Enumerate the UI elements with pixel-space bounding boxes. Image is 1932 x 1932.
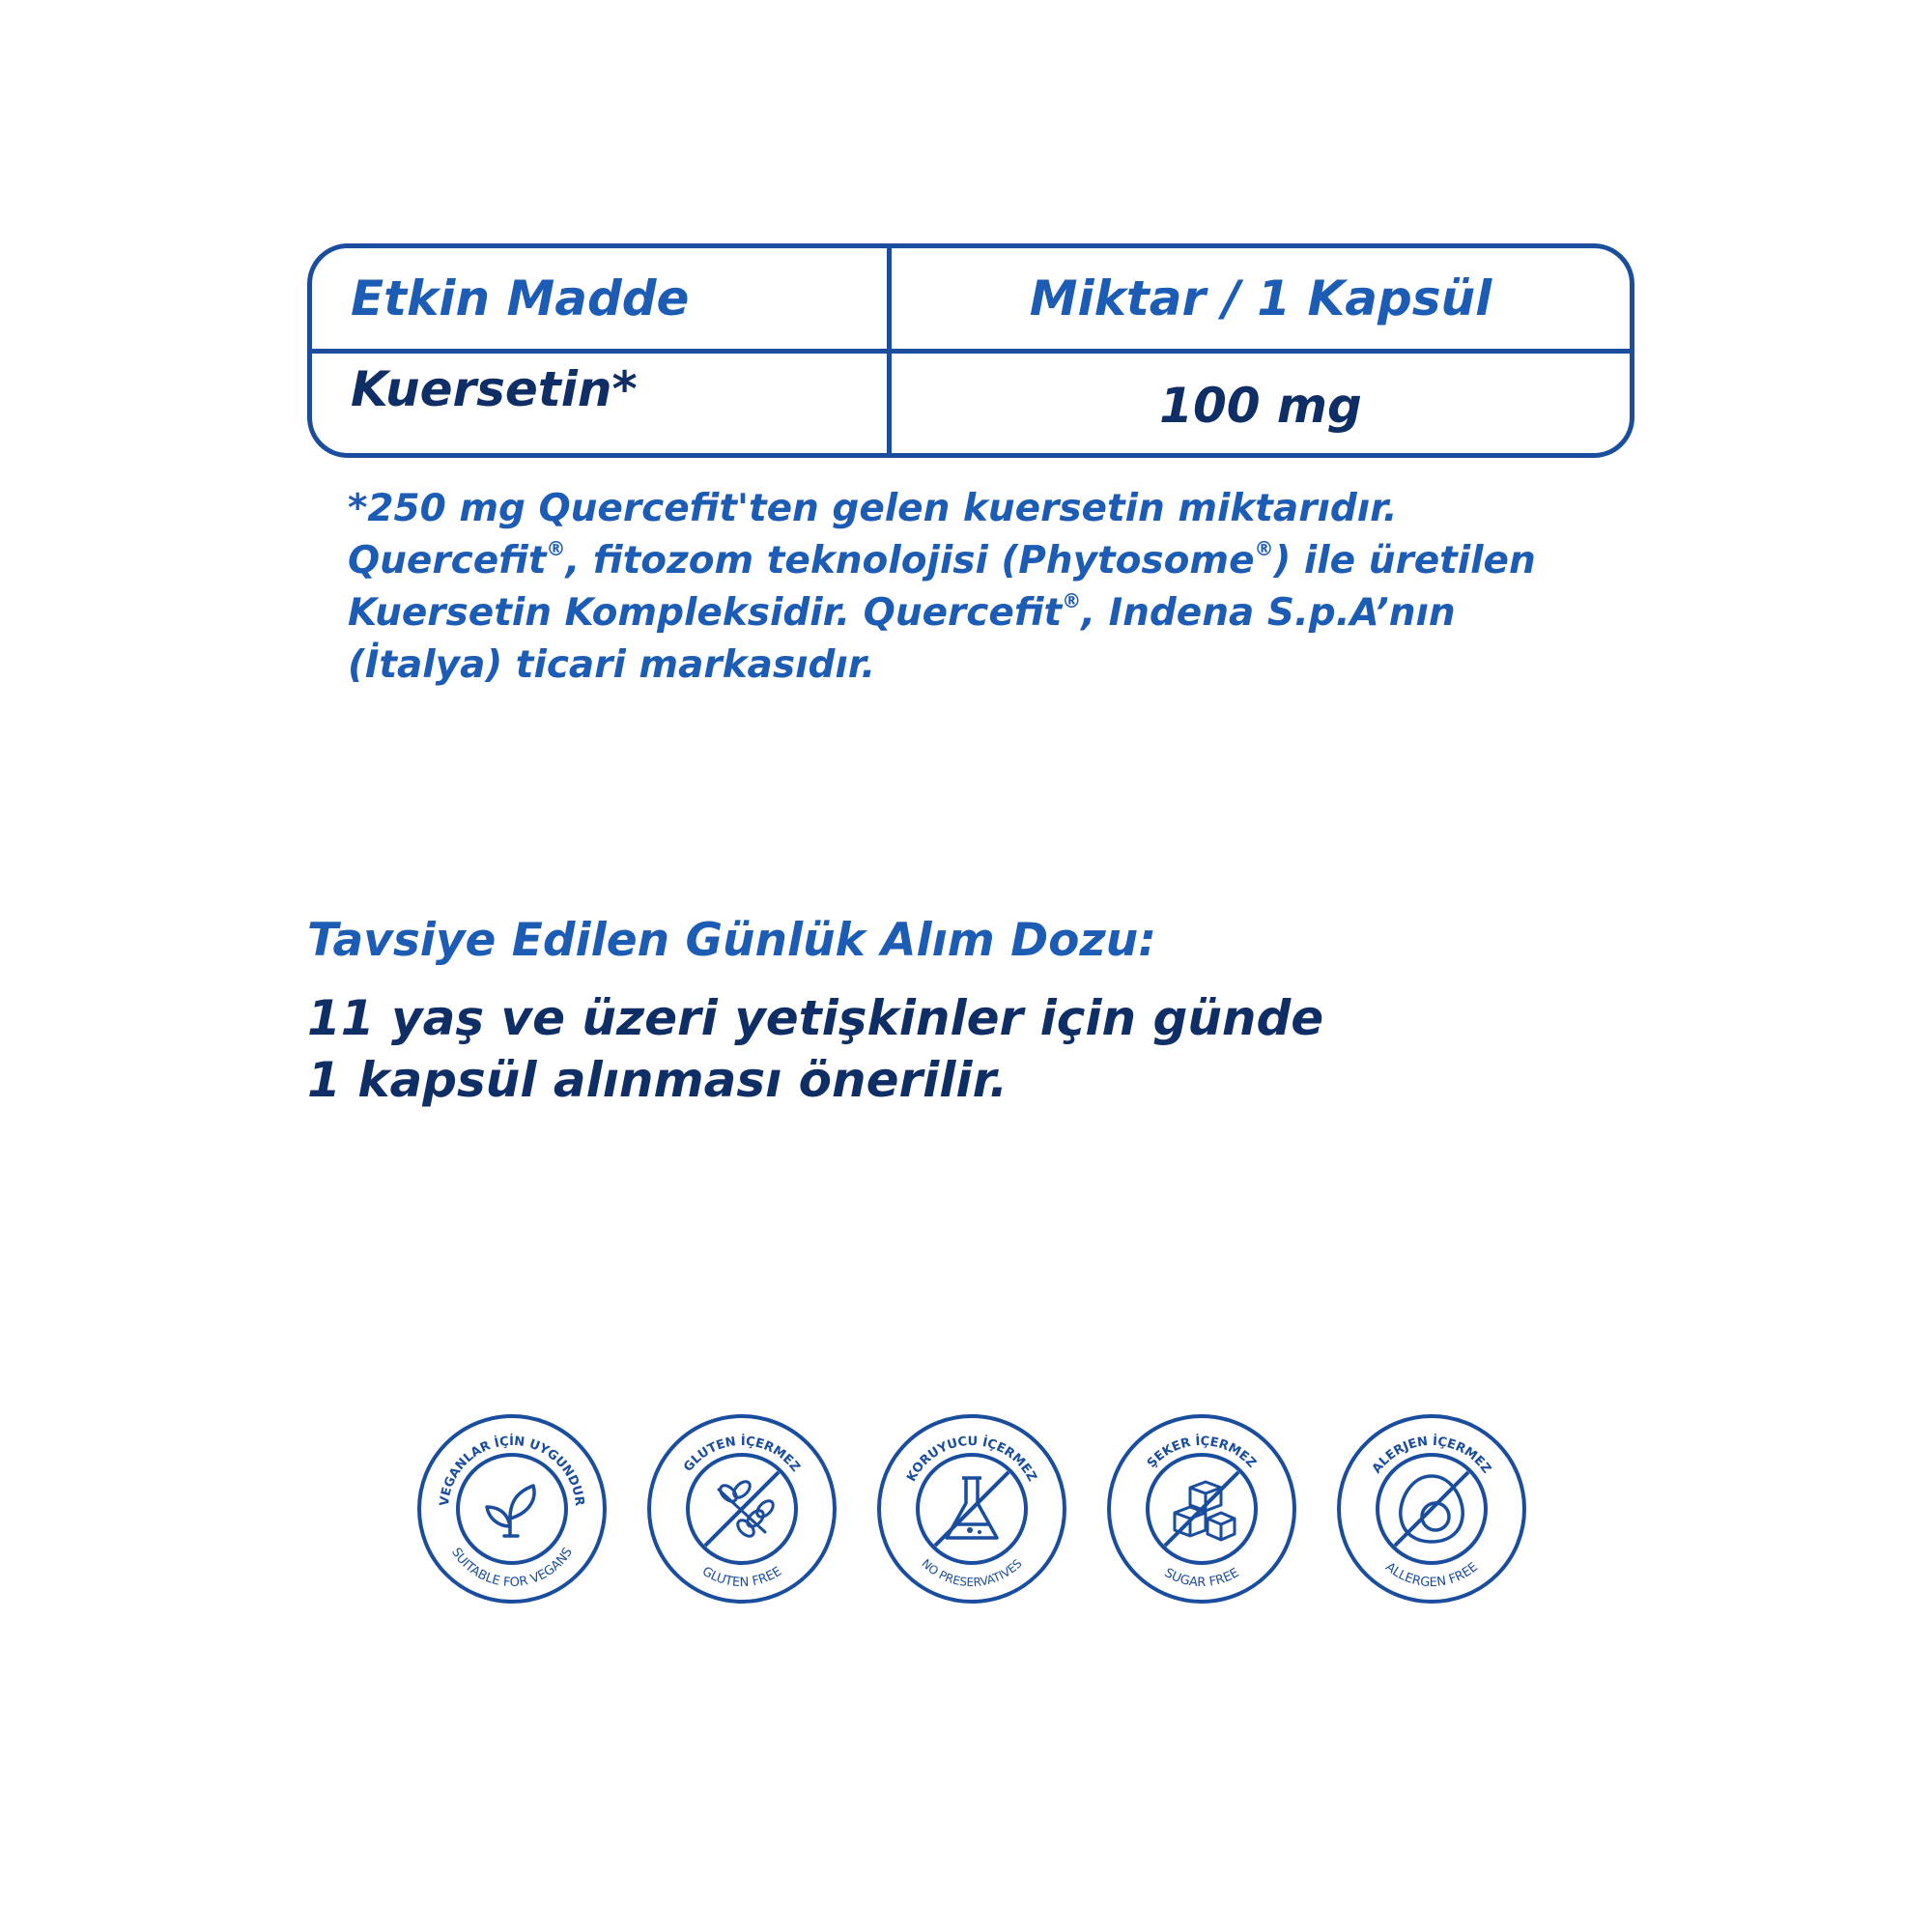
badge-bottom-label: ALLERGEN FREE [1382, 1559, 1481, 1591]
footnote-line [348, 587, 1604, 639]
registered-mark: ® [1062, 589, 1082, 612]
badge-top-label: ŞEKER İÇERMEZ [1144, 1434, 1260, 1471]
footnote-text: , fitozom teknolojisi (Phytosome [565, 539, 1255, 582]
badge-bottom-label: GLUTEN FREE [698, 1564, 785, 1591]
badge-top-label: KORUYUCU İÇERMEZ [904, 1434, 1039, 1485]
no-preservatives-flask-icon [875, 1412, 1068, 1605]
table-cell-ingredient: Kuersetin* [351, 361, 638, 417]
allergen-free-egg-icon [1335, 1412, 1528, 1605]
footnote-line: *250 mg Quercefit'ten gelen kuersetin miktarıdır. [348, 487, 1398, 530]
ingredient-table [307, 243, 1634, 458]
footnote-text: Quercefit [348, 539, 547, 582]
badge-bottom-label: SUITABLE FOR VEGANS [448, 1545, 576, 1591]
dosage-text [307, 987, 1323, 1111]
badge-no-preservatives [875, 1412, 1068, 1605]
badge-allergen-free [1335, 1412, 1528, 1605]
badge-sugar-free [1105, 1412, 1298, 1605]
vegan-leaf-icon [415, 1412, 609, 1605]
dosage-line: 1 kapsül alınması önerilir. [307, 1052, 1009, 1108]
dosage-line: 11 yaş ve üzeri yetişkinler için günde [307, 990, 1324, 1046]
svg-text:SUGAR FREE [1162, 1566, 1242, 1590]
badge-top-label: VEGANLAR İÇİN UYGUNDUR [437, 1434, 587, 1507]
footnote-text: Kuersetin Kompleksidir. Quercefit [348, 591, 1063, 635]
dosage-title: Tavsiye Edilen Günlük Alım Dozu: [307, 914, 1157, 967]
svg-text:GLUTEN FREE [699, 1564, 784, 1590]
footnote-line: (İtalya) ticari markasıdır. [348, 643, 876, 687]
badge-bottom-label: SUGAR FREE [1161, 1565, 1242, 1591]
table-header-active-ingredient: Etkin Madde [351, 270, 690, 327]
footnote [348, 483, 1604, 692]
table-cell-amount: 100 mg [1159, 378, 1362, 434]
badge-bottom-label: NO PRESERVATIVES [919, 1556, 1025, 1590]
footnote-line [348, 535, 1604, 587]
gluten-free-wheat-icon [645, 1412, 838, 1605]
svg-text:SUITABLE FOR VEGANS [448, 1546, 576, 1590]
registered-mark: ® [546, 537, 566, 560]
footnote-text: , Indena S.p.A’nın [1081, 591, 1456, 635]
sugar-free-cubes-icon [1105, 1412, 1298, 1605]
badge-gluten-free [645, 1412, 838, 1605]
svg-text:ŞEKER İÇERMEZ [1145, 1434, 1259, 1471]
badge-top-label: GLUTEN İÇERMEZ [681, 1434, 803, 1475]
footnote-text: ) ile üretilen [1273, 539, 1536, 582]
table-header-amount: Miktar / 1 Kapsül [1029, 270, 1492, 327]
badge-vegan [415, 1412, 609, 1605]
badge-top-label: ALERJEN İÇERMEZ [1369, 1434, 1494, 1477]
registered-mark: ® [1254, 537, 1274, 560]
